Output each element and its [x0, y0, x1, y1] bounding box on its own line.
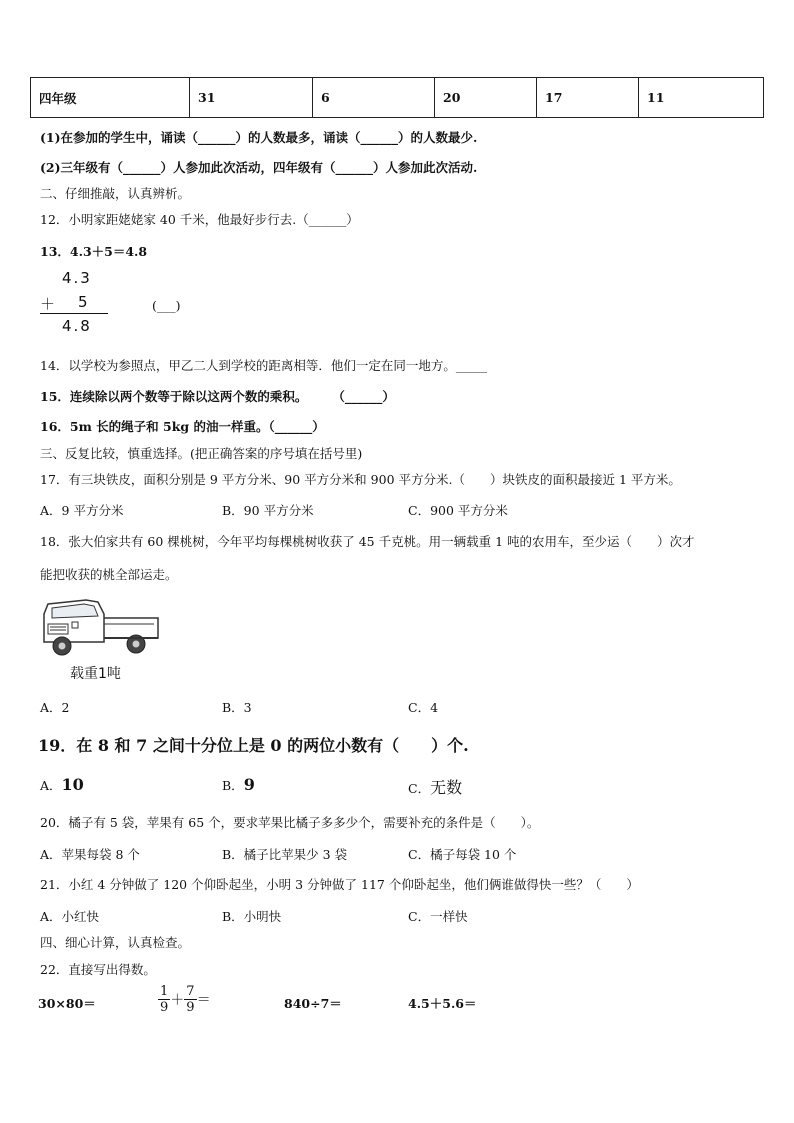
vertical-line1: 4.3 [62, 269, 92, 287]
option-b: B．3 [222, 700, 252, 715]
option-letter: A． [40, 778, 62, 793]
section-heading-3: 三、反复比较，慎重选择。(把正确答案的序号填在括号里) [40, 446, 363, 461]
denominator: 9 [186, 1000, 195, 1015]
truck-caption: 载重1吨 [70, 666, 121, 682]
option-letter: B． [222, 778, 244, 793]
option-a [40, 775, 84, 794]
option-c [408, 775, 462, 798]
question-12: 12．小明家距姥姥家 40 千米，他最好步行去.（______） [40, 212, 359, 227]
numerator: 1 [160, 984, 169, 999]
table-cell: 11 [639, 78, 764, 118]
question-19: 19．在 8 和 7 之间十分位上是 0 的两位小数有（ ）个. [38, 736, 469, 755]
option-b: B．小明快 [222, 909, 282, 924]
option-a: A．苹果每袋 8 个 [40, 847, 140, 862]
calc-expr-2 [158, 984, 211, 1015]
question-17: 17．有三块铁皮，面积分别是 9 平方分米、90 平方分米和 900 平方分米.（ ）块铁皮的面积最接近 1 平方米。 [40, 472, 681, 487]
plus-sign: ＋ [170, 992, 185, 1009]
table-cell: 6 [313, 78, 435, 118]
table-cell: 20 [435, 78, 537, 118]
vertical-line2: 5 [78, 293, 90, 311]
question-18: 18．张大伯家共有 60 棵桃树，今年平均每棵桃树收获了 45 千克桃。用一辆载重 1 吨的农用车，至少运（ ）次才 [40, 534, 695, 549]
q11-part1: (1)在参加的学生中，诵读（______）的人数最多，诵读（______）的人数最少. [40, 130, 478, 145]
question-20: 20．橘子有 5 袋，苹果有 65 个，要求苹果比橘子多多少个，需要补充的条件是（ ）。 [40, 815, 540, 830]
option-b [222, 775, 255, 794]
option-value: 10 [61, 775, 84, 794]
numerator: 7 [186, 984, 195, 999]
table-cell: 17 [537, 78, 639, 118]
denominator: 9 [160, 1000, 169, 1015]
table-row [31, 78, 764, 118]
option-b: B．90 平方分米 [222, 503, 314, 518]
calc-expr-3: 840÷7＝ [284, 996, 342, 1011]
vertical-result: 4.8 [62, 317, 92, 335]
option-a: A．2 [40, 700, 70, 715]
option-a: A．9 平方分米 [40, 503, 124, 518]
option-c: C．一样快 [408, 909, 468, 924]
calc-expr-1: 30×80＝ [38, 996, 96, 1011]
section-heading-2: 二、仔细推敲，认真辨析。 [40, 186, 191, 201]
calc-expr-4: 4.5＋5.6＝ [408, 996, 477, 1011]
option-value: 无数 [430, 778, 463, 797]
question-22: 22．直接写出得数。 [40, 962, 156, 977]
fraction [158, 984, 170, 1015]
equals-sign: ＝ [196, 992, 211, 1009]
option-value: 9 [243, 775, 255, 794]
table-cell-grade: 四年级 [31, 78, 190, 118]
option-c: C．4 [408, 700, 439, 715]
q11-part2: (2)三年级有（______）人参加此次活动，四年级有（______）人参加此次活动. [40, 160, 478, 175]
option-b: B．橘子比苹果少 3 袋 [222, 847, 348, 862]
question-13: 13．4.3＋5＝4.8 [40, 244, 148, 259]
option-a: A．小红快 [40, 909, 100, 924]
answer-blank: (___) [152, 298, 181, 313]
fraction [184, 984, 196, 1015]
vertical-operator: ＋ [40, 295, 58, 313]
option-letter: C． [408, 781, 431, 796]
section-heading-4: 四、细心计算，认真检查。 [40, 935, 191, 950]
vertical-divider [40, 313, 108, 314]
question-18-cont: 能把收获的桃全部运走。 [40, 567, 178, 582]
question-15: 15．连续除以两个数等于除以这两个数的乘积。 （______） [40, 389, 395, 404]
grade-table [30, 77, 764, 118]
table-cell: 31 [190, 78, 313, 118]
truck-icon [38, 592, 162, 658]
question-14: 14．以学校为参照点，甲乙二人到学校的距离相等．他们一定在同一地方。_____ [40, 358, 488, 373]
question-21: 21．小红 4 分钟做了 120 个仰卧起坐，小明 3 分钟做了 117 个仰卧起坐，他们俩谁做得快一些？（ ） [40, 877, 639, 892]
option-c: C．900 平方分米 [408, 503, 508, 518]
question-16: 16．5m 长的绳子和 5kg 的油一样重。（______） [40, 419, 325, 434]
option-c: C．橘子每袋 10 个 [408, 847, 517, 862]
